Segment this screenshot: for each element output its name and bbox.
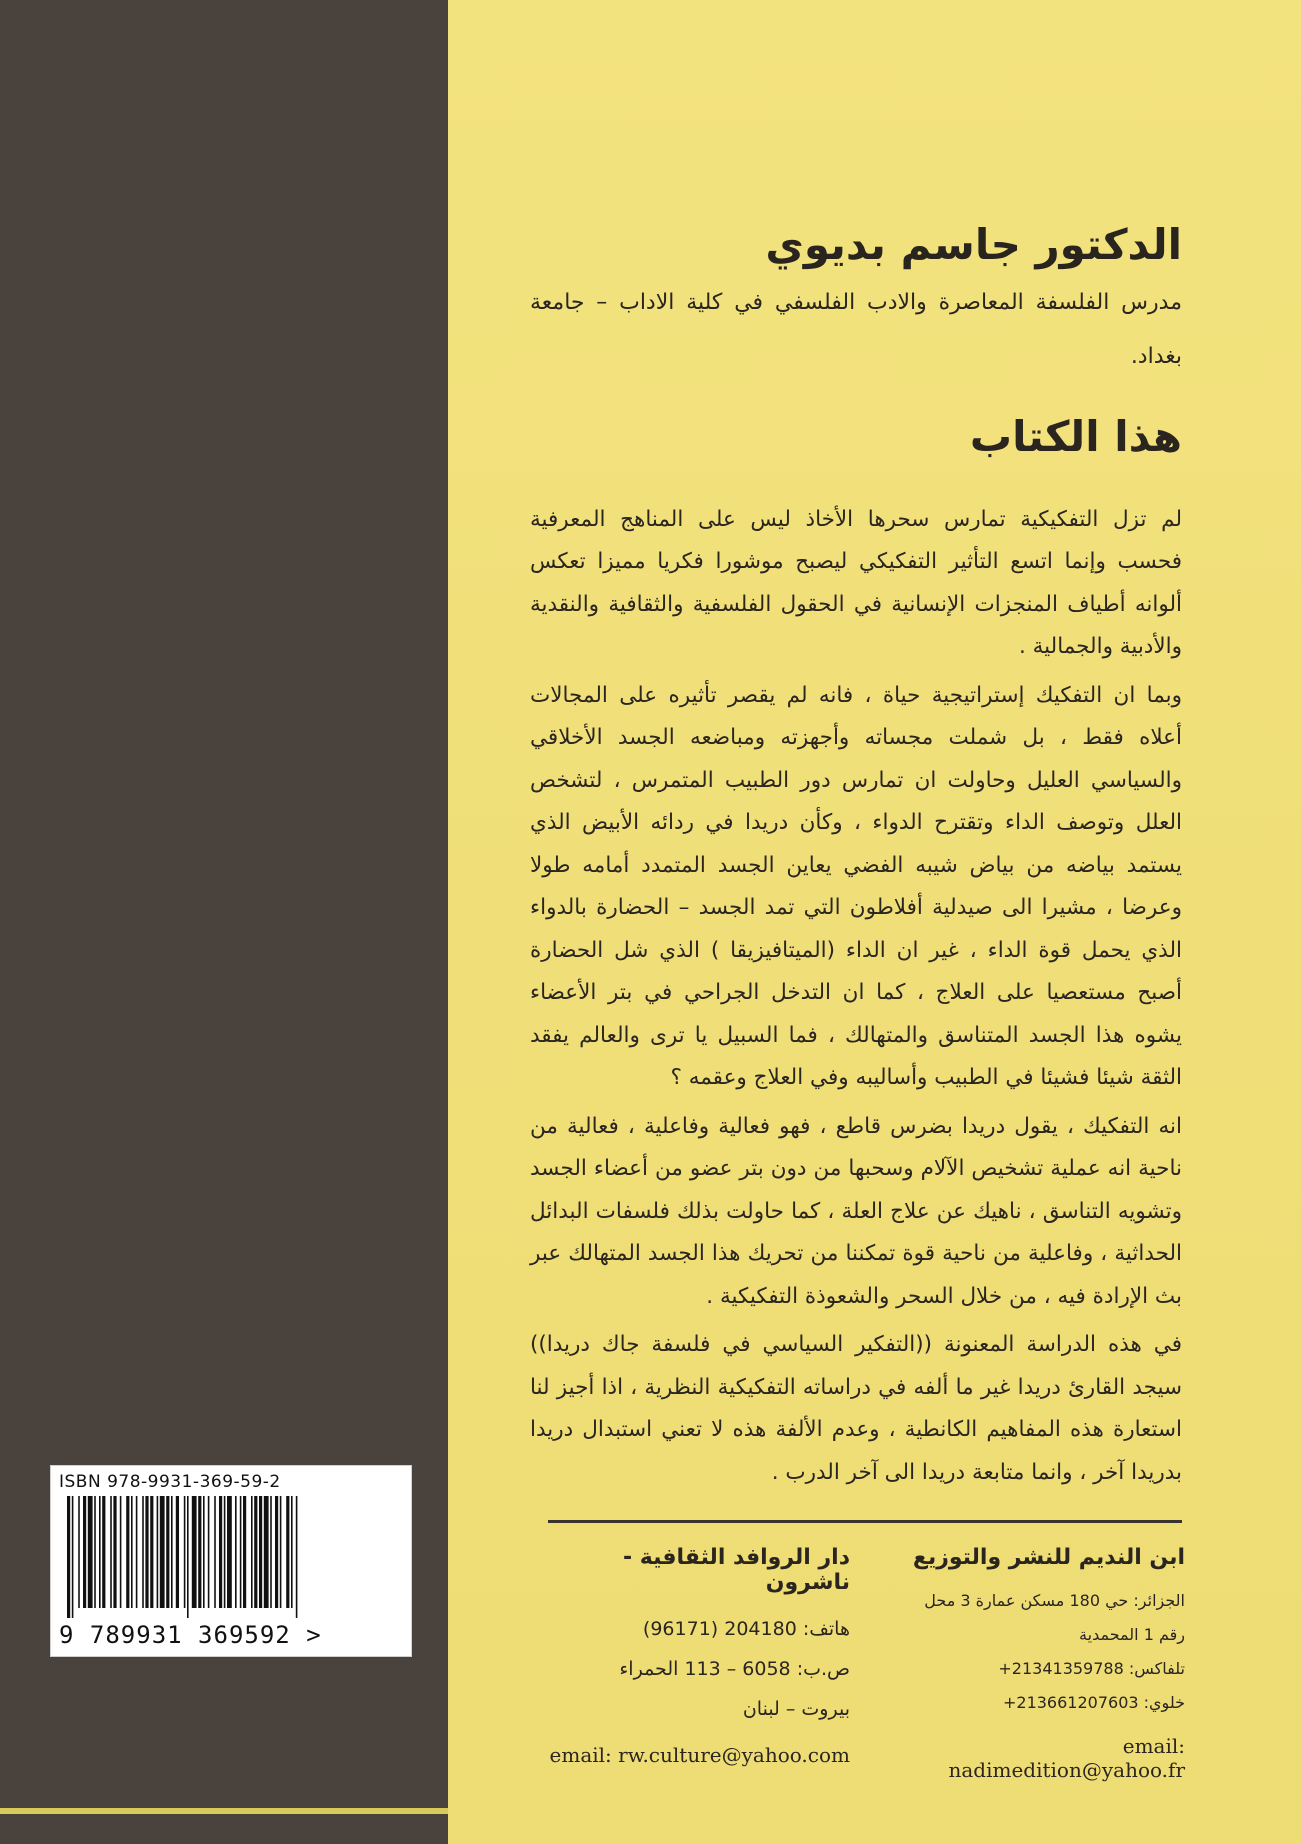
back-cover-text <box>530 220 1182 1500</box>
barcode-bar <box>150 1496 153 1608</box>
barcode-bar <box>126 1496 129 1608</box>
publisher-phone: هاتف: 204180 (96171) <box>642 1618 850 1640</box>
barcode-icon <box>63 1496 399 1618</box>
barcode-bar <box>280 1496 282 1608</box>
barcode-bar <box>157 1496 159 1608</box>
barcode-bar <box>67 1496 70 1618</box>
barcode-bar <box>78 1496 80 1608</box>
isbn-text: ISBN 978-9931-369-59-2 <box>59 1472 281 1492</box>
barcode-bar <box>251 1496 253 1608</box>
barcode-label <box>50 1465 412 1657</box>
barcode-bar <box>187 1496 189 1618</box>
barcode-bar <box>83 1496 86 1608</box>
barcode-digits: 9 789931 369592 > <box>59 1621 322 1649</box>
barcode-bar <box>145 1496 148 1608</box>
publisher-mobile: خلوي: 213661207603+ <box>1002 1693 1185 1712</box>
barcode-bar <box>208 1496 210 1608</box>
barcode-bar <box>120 1496 122 1608</box>
barcode-bar <box>219 1496 222 1608</box>
barcode-bar <box>184 1496 186 1608</box>
barcode-bar <box>270 1496 272 1608</box>
barcode-bar <box>264 1496 269 1608</box>
barcode-bar <box>110 1496 112 1608</box>
publisher-telefax: تلفاكس: 21341359788+ <box>998 1659 1185 1678</box>
publisher-city: بيروت – لبنان <box>742 1698 850 1720</box>
publisher-address: الجزائر: حي 180 مسكن عمارة 3 محل <box>924 1591 1185 1610</box>
publisher-pobox: ص.ب: 6058 – 113 الحمراء <box>619 1658 850 1680</box>
paragraph-4: في هذه الدراسة المعنونة ((التفكير السياسي في فلسفة جاك دريدا)) سيجد القارئ دريدا غير ما ألفه في دراساته التفكيكية النظرية ، اذا أجيز لنا استعارة هذه المفاهيم الكانطية ، وعدم الألفة هذه لا تعني استبدال دريدا بدريدا آخر ، وانما متابعة دريدا الى آخر الدرب . <box>530 1332 1182 1485</box>
barcode-bar <box>243 1496 246 1608</box>
barcode-bar <box>224 1496 226 1608</box>
barcode-bar <box>240 1496 242 1608</box>
barcode-bar <box>171 1496 173 1608</box>
publisher-ibn-nadim <box>895 1545 1185 1782</box>
barcode-bar <box>192 1496 197 1608</box>
barcode-bar <box>214 1496 216 1608</box>
barcode-bar <box>102 1496 105 1608</box>
barcode-bar <box>136 1496 138 1608</box>
barcode-bar <box>131 1496 133 1608</box>
author-name: الدكتور جاسم بديوي <box>765 220 1182 269</box>
barcode-bar <box>72 1496 74 1618</box>
barcode-bar <box>113 1496 116 1608</box>
publisher-email: email: nadimedition@yahoo.fr <box>948 1734 1185 1782</box>
barcode-bar <box>275 1496 278 1608</box>
paragraph-1: لم تزل التفكيكية تمارس سحرها الأخاذ ليس على المناهج المعرفية فحسب وإنما اتسع التأثير التفكيكي ليصبح موشورا فكريا مميزا تعكس ألوانه أطياف المنجزات الإنسانية في الحقول الفلسفية والثقافية والنقدية والأدبية والجمالية . <box>530 506 1182 660</box>
barcode-bar <box>254 1496 257 1608</box>
publisher-email: email: rw.culture@yahoo.com <box>549 1743 850 1767</box>
publisher-name: ابن النديم للنشر والتوزيع <box>912 1545 1185 1570</box>
barcode-bar <box>296 1496 298 1618</box>
barcode-bar <box>88 1496 93 1608</box>
barcode-bar <box>94 1496 96 1608</box>
barcode-bar <box>291 1496 293 1608</box>
barcode-bar <box>176 1496 179 1608</box>
barcode-bar <box>235 1496 237 1608</box>
barcode-bar <box>227 1496 232 1608</box>
publishers-block <box>540 1545 1185 1790</box>
barcode-bar <box>203 1496 205 1608</box>
barcode-bar <box>286 1496 289 1608</box>
publisher-rawafed <box>540 1545 850 1767</box>
author-bio: مدرس الفلسفة المعاصرة والادب الفلسفي في كلية الاداب – جامعة بغداد. <box>530 290 1182 370</box>
barcode-bar <box>160 1496 165 1608</box>
barcode-bar <box>142 1496 144 1608</box>
spine-accent-line <box>0 1808 448 1814</box>
barcode-bar <box>259 1496 262 1608</box>
publisher-address-2: رقم 1 المحمدية <box>1079 1625 1185 1644</box>
barcode-bar <box>166 1496 169 1608</box>
barcode-bar <box>198 1496 201 1608</box>
paragraph-2: وبما ان التفكيك إستراتيجية حياة ، فانه لم يقصر تأثيره على المجالات أعلاه فقط ، بل شملت مجساته وأجهزته ومباضعه الجسد الأخلاقي والسياسي العليل وحاولت ان تمارس دور الطبيب المتمرس ، لتشخص العلل وتوصف الداء وتقترح الدواء ، وكأن دريدا في ردائه الأبيض الذي يستمد بياضه من بياض شيبه الفضي يعاين الجسد المتمدد أمامه طولا وعرضا ، مشيرا الى صيدلية أفلاطون التي تمد الجسد – الحضارة بالدواء الذي يحمل قوة الداء ، غير ان الداء (الميتافيزيقا ) الذي شل الحضارة أصبح مستعصيا على العلاج ، كما ان التدخل الجراحي في بتر الأعضاء يشوه هذا الجسد المتناسق والمتهالك ، فما السبيل يا ترى والعالم يفقد الثقة شيئا فشيئا في الطبيب وأساليبه وفي العلاج وعقمه ؟ <box>530 682 1182 1091</box>
section-title: هذا الكتاب <box>969 412 1182 462</box>
divider <box>548 1520 1182 1523</box>
publisher-name: دار الروافد الثقافية - ناشرون <box>622 1545 850 1595</box>
barcode-bar <box>99 1496 101 1608</box>
paragraph-3: انه التفكيك ، يقول دريدا بضرس قاطع ، فهو فعالية وفاعلية ، فعالية من ناحية انه عملية تشخيص الآلام وسحبها من دون بتر عضو من أعضاء الجسد وتشويه التناسق ، ناهيك عن علاج العلة ، كما حاولت بذلك فلسفات البدائل الحداثية ، وفاعلية من ناحية قوة تمكننا من تحريك هذا الجسد المتهالك عبر بث الإرادة فيه ، من خلال السحر والشعوذة التفكيكية . <box>530 1113 1182 1309</box>
